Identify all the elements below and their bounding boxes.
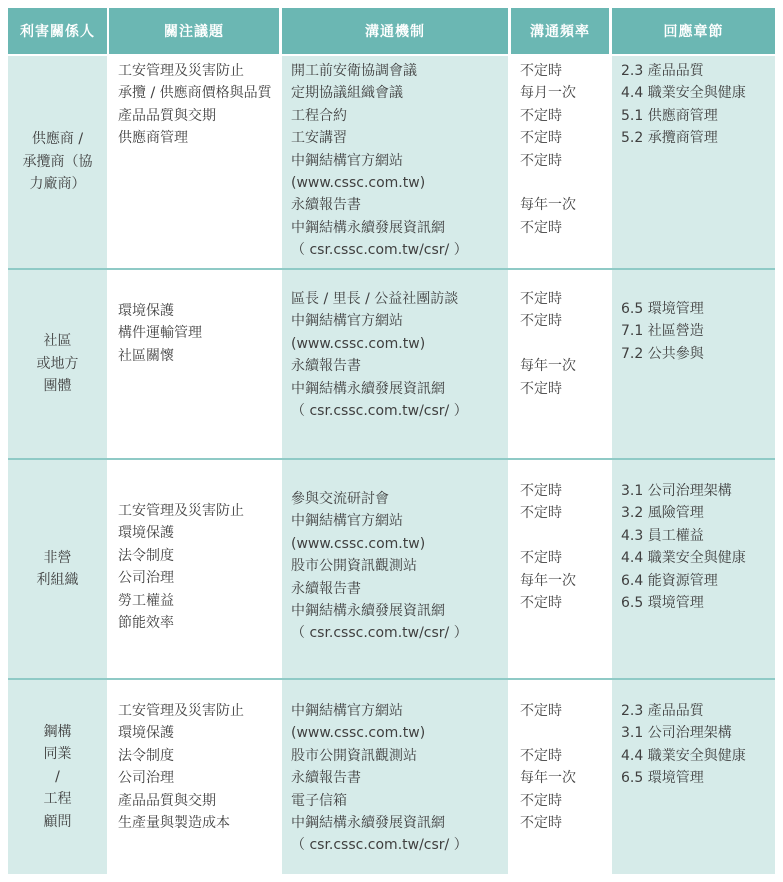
stakeholder-cell bbox=[8, 680, 107, 874]
cell-line: 區長 / 里長 / 公益社團訪談 bbox=[291, 291, 459, 307]
cell-line: 工安管理及災害防止 bbox=[118, 63, 244, 79]
cell-line: 法令制度 bbox=[118, 747, 174, 764]
cell-line: 永續報告書 bbox=[291, 197, 361, 214]
cell-line: 供應商管理 bbox=[118, 130, 188, 147]
cell-line: 電子信箱 bbox=[291, 792, 347, 809]
cell-line: （ csr.cssc.com.tw/csr/ ） bbox=[291, 403, 468, 420]
cell-line: 公司治理 bbox=[118, 770, 174, 787]
cell-line: 不定時 bbox=[520, 815, 562, 832]
frequency-cell bbox=[511, 270, 609, 458]
cell-line: 3.1 公司治理架構 bbox=[621, 725, 732, 742]
cell-line: 6.5 環境管理 bbox=[621, 770, 704, 787]
cell-line: 節能效率 bbox=[118, 615, 174, 632]
mechanism-cell bbox=[282, 270, 508, 458]
cell-line: 中鋼結構永續發展資訊網 bbox=[291, 603, 445, 620]
cell-line: (www.cssc.com.tw) bbox=[291, 335, 426, 352]
cell-line: 2.3 產品品質 bbox=[621, 63, 704, 79]
cell-line: 力廠商） bbox=[29, 176, 86, 193]
cell-line: 每月一次 bbox=[520, 85, 576, 102]
cell-line: 環境保護 bbox=[118, 303, 174, 319]
cell-line: / bbox=[55, 768, 60, 785]
cell-line: (www.cssc.com.tw) bbox=[291, 535, 426, 552]
cell-line: 6.5 環境管理 bbox=[621, 301, 704, 317]
cell-line: 承攬商（協 bbox=[22, 153, 93, 170]
cell-line: 生產量與製造成本 bbox=[118, 815, 230, 832]
cell-line: (www.cssc.com.tw) bbox=[291, 175, 426, 192]
cell-line: 鋼構 bbox=[43, 723, 72, 740]
stakeholder-cell bbox=[8, 270, 107, 458]
cell-line: 3.2 風險管理 bbox=[621, 505, 704, 522]
concerns-cell bbox=[109, 680, 279, 874]
cell-line: 工程 bbox=[43, 791, 72, 808]
cell-line: 中鋼結構永續發展資訊網 bbox=[291, 219, 445, 236]
cell-line: 產品品質與交期 bbox=[118, 107, 216, 124]
cell-line: 中鋼結構永續發展資訊網 bbox=[291, 380, 445, 397]
cell-line: 承攬 / 供應商價格與品質 bbox=[118, 85, 272, 102]
cell-line: 社區 bbox=[43, 333, 72, 350]
cell-line: 中鋼結構官方網站 bbox=[291, 703, 403, 719]
cell-line: 不定時 bbox=[520, 291, 562, 307]
header-stakeholder: 利害關係人 bbox=[8, 8, 107, 54]
cell-line: 5.1 供應商管理 bbox=[621, 107, 718, 124]
cell-line: 利組織 bbox=[36, 572, 79, 588]
cell-line: 定期協議組織會議 bbox=[291, 85, 403, 102]
cell-line: 不定時 bbox=[520, 313, 562, 330]
stakeholder-cell bbox=[8, 460, 107, 678]
cell-line: 團體 bbox=[43, 378, 72, 395]
stakeholder-cell bbox=[8, 56, 107, 268]
cell-line: 6.4 能資源管理 bbox=[621, 572, 718, 589]
cell-line: 社區關懷 bbox=[118, 347, 174, 364]
cell-line: 公司治理 bbox=[118, 570, 174, 587]
mechanism-cell bbox=[282, 460, 508, 678]
cell-line: 7.2 公共參與 bbox=[621, 345, 704, 362]
cell-line bbox=[520, 722, 605, 744]
cell-line: 同業 bbox=[43, 746, 72, 763]
cell-line: 非營 bbox=[43, 549, 72, 566]
cell-line: （ csr.cssc.com.tw/csr/ ） bbox=[291, 625, 468, 642]
cell-line: 每年一次 bbox=[520, 770, 576, 787]
cell-line: 中鋼結構官方網站 bbox=[291, 152, 403, 169]
cell-line: （ csr.cssc.com.tw/csr/ ） bbox=[291, 837, 468, 854]
frequency-cell bbox=[511, 460, 609, 678]
cell-line: 不定時 bbox=[520, 550, 562, 567]
chapters-cell bbox=[612, 270, 775, 458]
cell-line: 每年一次 bbox=[520, 358, 576, 375]
cell-line: 不定時 bbox=[520, 703, 562, 719]
chapters-cell bbox=[612, 56, 775, 268]
cell-line: 產品品質與交期 bbox=[118, 792, 216, 809]
cell-line: 每年一次 bbox=[520, 572, 576, 589]
frequency-cell bbox=[511, 680, 609, 874]
cell-line: 供應商 / bbox=[31, 131, 84, 148]
mechanism-cell bbox=[282, 56, 508, 268]
cell-line: 不定時 bbox=[520, 130, 562, 147]
cell-line: 中鋼結構官方網站 bbox=[291, 313, 403, 330]
cell-line: 不定時 bbox=[520, 483, 562, 499]
cell-line: 永續報告書 bbox=[291, 580, 361, 597]
cell-line: 股市公開資訊觀測站 bbox=[291, 747, 417, 764]
cell-line: 4.4 職業安全與健康 bbox=[621, 85, 746, 102]
cell-line: 不定時 bbox=[520, 747, 562, 764]
cell-line: 每年一次 bbox=[520, 197, 576, 214]
cell-line: 環境保護 bbox=[118, 525, 174, 542]
cell-line: 7.1 社區營造 bbox=[621, 323, 704, 340]
cell-line: (www.cssc.com.tw) bbox=[291, 725, 426, 742]
cell-line bbox=[520, 525, 605, 547]
cell-line: 永續報告書 bbox=[291, 770, 361, 787]
cell-line: 構件運輸管理 bbox=[118, 325, 202, 342]
cell-line: 工安管理及災害防止 bbox=[118, 703, 244, 719]
cell-line: 勞工權益 bbox=[118, 592, 174, 609]
mechanism-cell bbox=[282, 680, 508, 874]
cell-line: 工安講習 bbox=[291, 130, 347, 147]
cell-line: 2.3 產品品質 bbox=[621, 703, 704, 719]
header-mechanism: 溝通機制 bbox=[282, 8, 508, 54]
concerns-cell bbox=[109, 270, 279, 458]
cell-line: 開工前安衛協調會議 bbox=[291, 63, 417, 79]
cell-line: 6.5 環境管理 bbox=[621, 595, 704, 612]
cell-line: 不定時 bbox=[520, 380, 562, 397]
cell-line bbox=[520, 333, 605, 355]
cell-line: 4.3 員工權益 bbox=[621, 527, 704, 544]
cell-line bbox=[520, 172, 605, 194]
cell-line: 不定時 bbox=[520, 63, 562, 79]
cell-line: 永續報告書 bbox=[291, 358, 361, 375]
header-chapters: 回應章節 bbox=[612, 8, 775, 54]
header-frequency: 溝通頻率 bbox=[511, 8, 609, 54]
chapters-cell bbox=[612, 460, 775, 678]
cell-line: 參與交流研討會 bbox=[291, 491, 389, 507]
cell-line: 不定時 bbox=[520, 505, 562, 522]
chapters-cell bbox=[612, 680, 775, 874]
cell-line: 不定時 bbox=[520, 595, 562, 612]
cell-line: （ csr.cssc.com.tw/csr/ ） bbox=[291, 242, 468, 259]
header-concerns: 關注議題 bbox=[109, 8, 279, 54]
cell-line: 5.2 承攬商管理 bbox=[621, 130, 718, 147]
cell-line: 3.1 公司治理架構 bbox=[621, 483, 732, 499]
cell-line: 法令制度 bbox=[118, 547, 174, 564]
cell-line: 不定時 bbox=[520, 792, 562, 809]
cell-line: 中鋼結構永續發展資訊網 bbox=[291, 815, 445, 832]
cell-line: 不定時 bbox=[520, 107, 562, 124]
frequency-cell bbox=[511, 56, 609, 268]
cell-line: 4.4 職業安全與健康 bbox=[621, 747, 746, 764]
cell-line: 工程合約 bbox=[291, 107, 347, 124]
cell-line: 環境保護 bbox=[118, 725, 174, 742]
concerns-cell bbox=[109, 460, 279, 678]
cell-line: 4.4 職業安全與健康 bbox=[621, 550, 746, 567]
cell-line: 或地方 bbox=[36, 355, 79, 372]
cell-line: 工安管理及災害防止 bbox=[118, 503, 244, 519]
cell-line: 中鋼結構官方網站 bbox=[291, 513, 403, 530]
concerns-cell bbox=[109, 56, 279, 268]
cell-line: 不定時 bbox=[520, 152, 562, 169]
cell-line: 顧問 bbox=[43, 813, 72, 830]
cell-line: 股市公開資訊觀測站 bbox=[291, 558, 417, 575]
cell-line: 不定時 bbox=[520, 219, 562, 236]
